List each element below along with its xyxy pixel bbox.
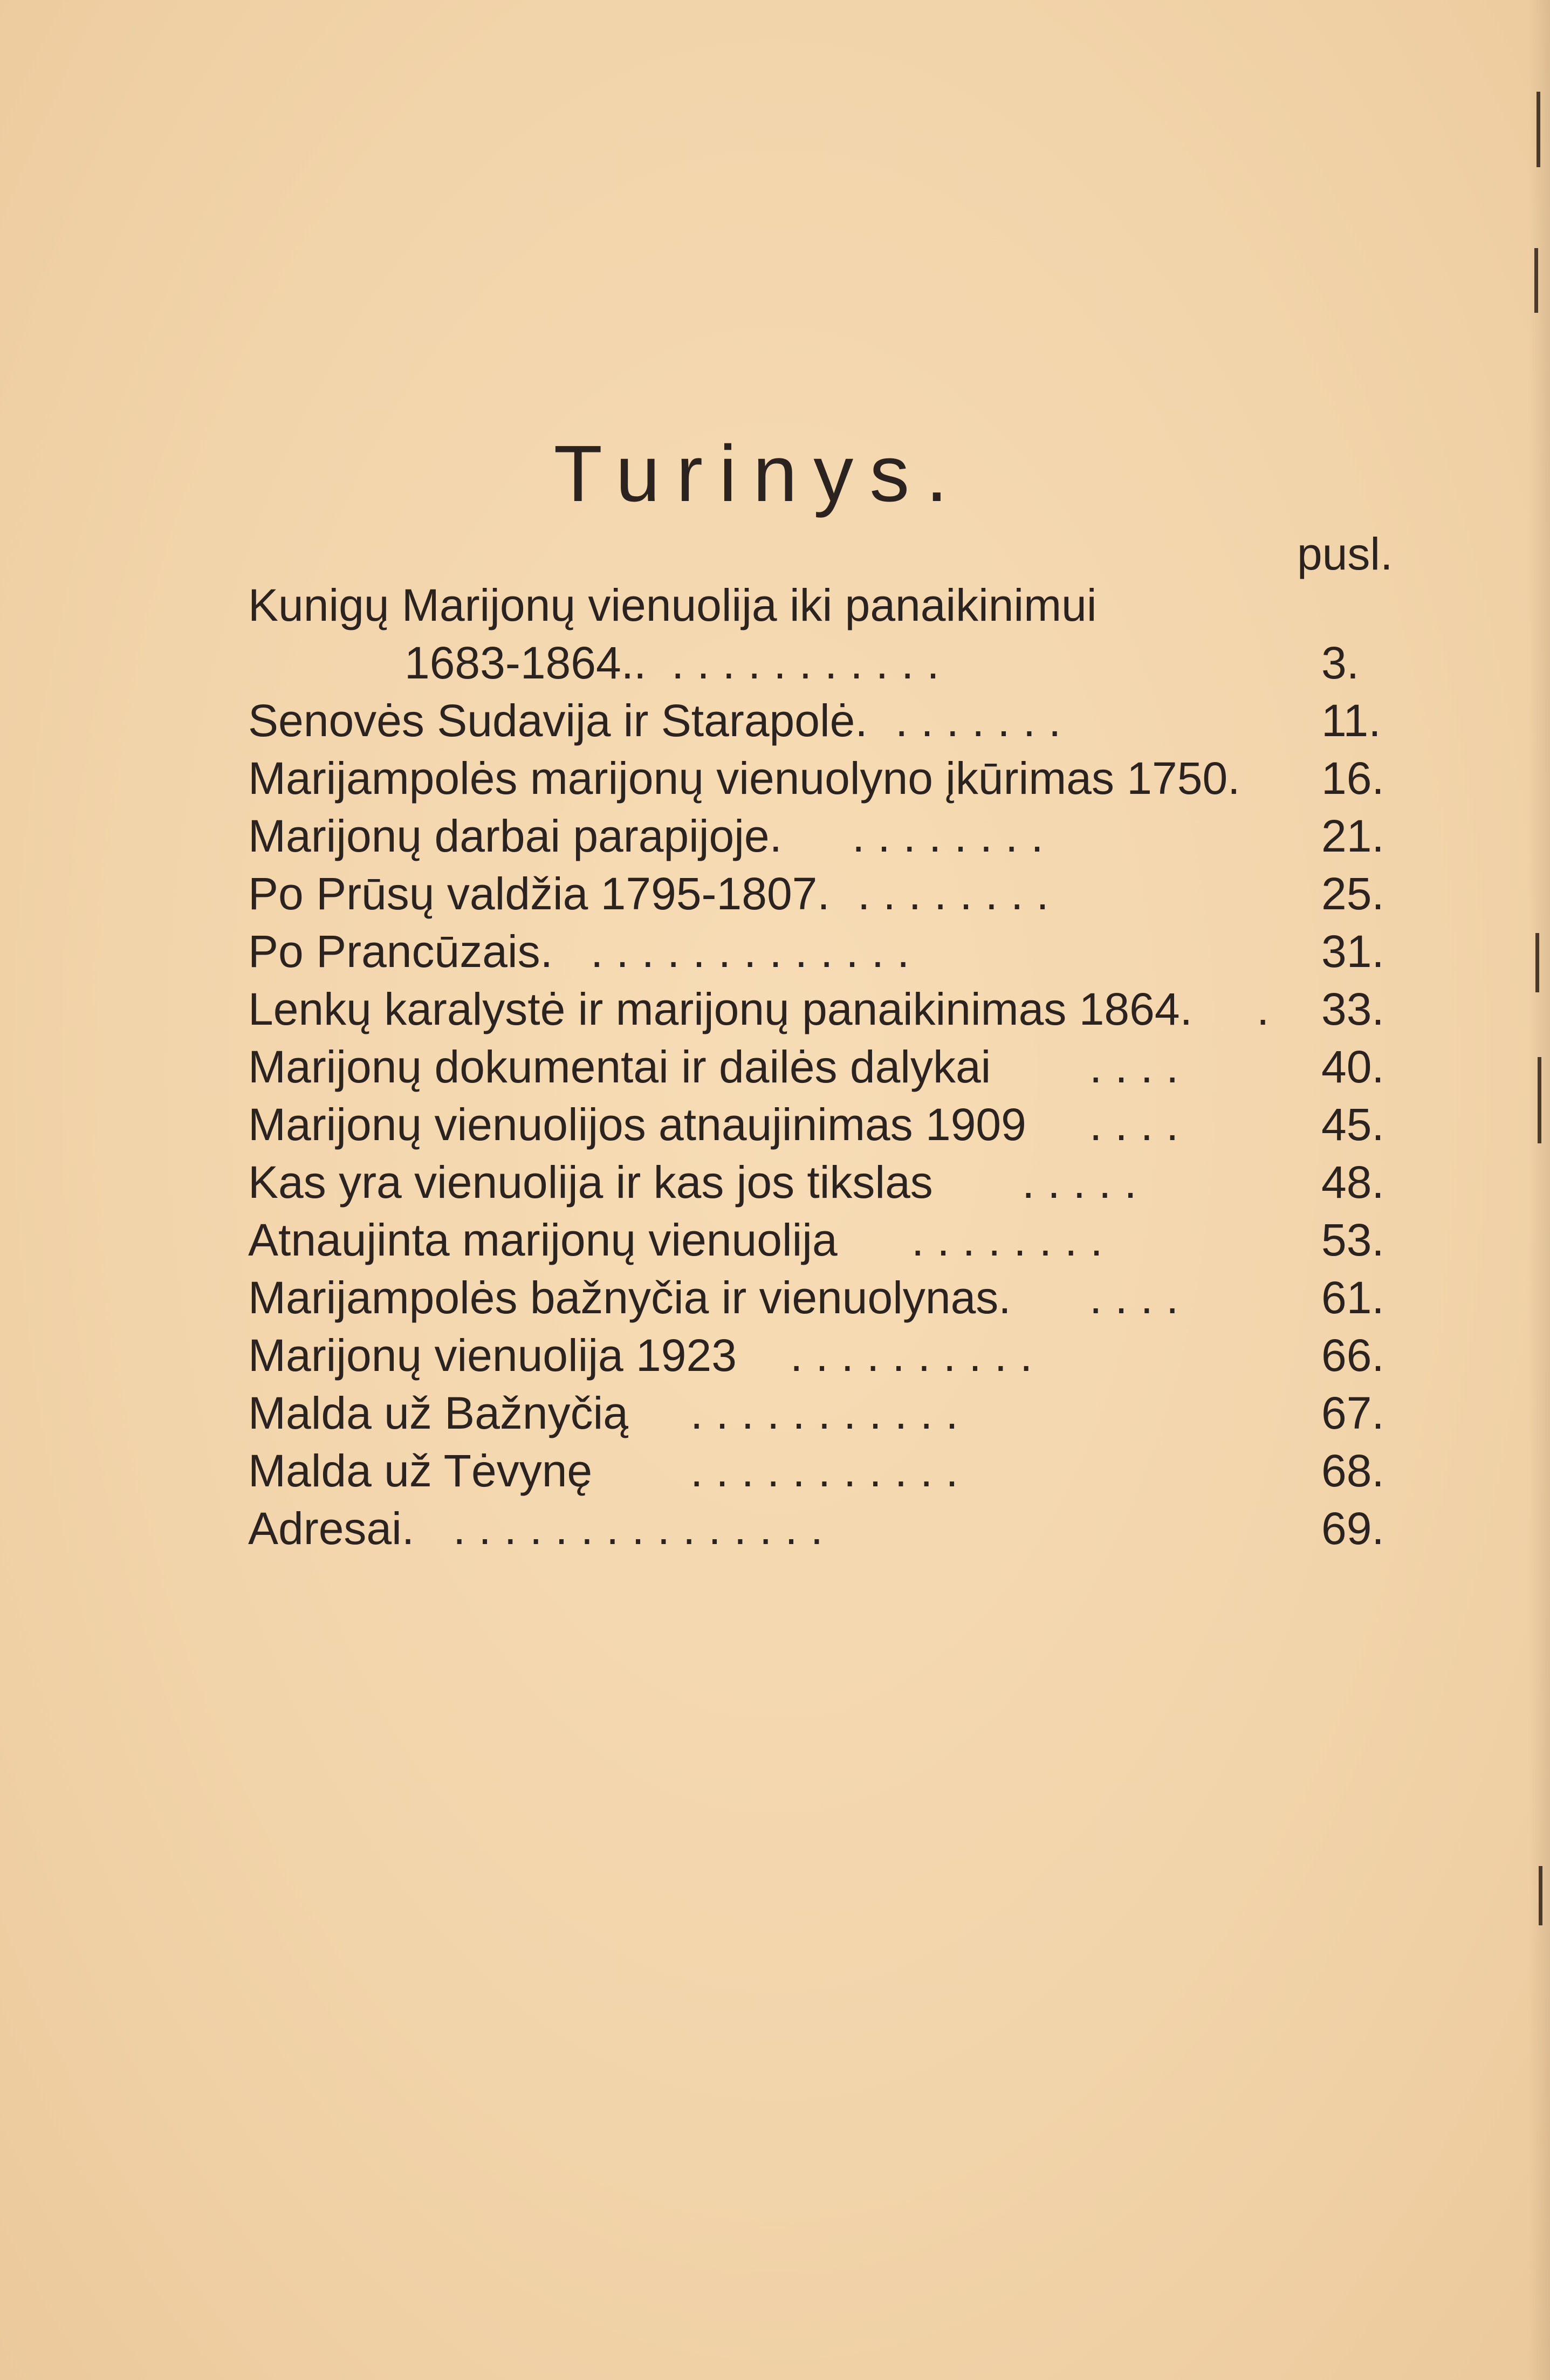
page-binding-edge: [1528, 0, 1550, 2380]
toc-row: [248, 1330, 1397, 1390]
page-column-header: pusl.: [1297, 529, 1393, 579]
toc-entry-title: 1683-1864..: [404, 637, 647, 688]
toc-entry-title: Atnaujinta marijonų vienuolija: [248, 1215, 838, 1265]
binding-mark: [1534, 248, 1538, 313]
toc-row: [248, 1157, 1397, 1217]
toc-dot-leader: .: [1257, 984, 1282, 1034]
toc-entry-title: Lenkų karalystė ir marijonų panaikinimas 1864.: [248, 984, 1192, 1034]
toc-page-number: 16.: [1321, 753, 1384, 804]
toc-page-number: 11.: [1321, 695, 1381, 746]
toc-entry-title: Marijonų vienuolijos atnaujinimas 1909: [248, 1099, 1026, 1150]
toc-row: [248, 753, 1397, 813]
toc-page-number: 48.: [1321, 1157, 1384, 1208]
toc-dot-leader: ...........: [671, 637, 952, 688]
toc-entry-title: Po Prancūzais.: [248, 926, 553, 977]
toc-row: [248, 868, 1397, 929]
toc-dot-leader: .....: [1022, 1157, 1150, 1208]
toc-entry-title: Po Prūsų valdžia 1795-1807.: [248, 868, 830, 919]
toc-row: [248, 986, 1397, 1044]
toc-page-number: 21.: [1321, 811, 1384, 861]
toc-entry-title: Malda už Tėvynę: [248, 1445, 593, 1496]
toc-row: [248, 637, 1397, 698]
toc-row: [248, 582, 1397, 640]
toc-entry-title: Marijampolės marijonų vienuolyno įkūrimas 1750.: [248, 753, 1240, 804]
toc-dot-leader: ...............: [453, 1503, 836, 1554]
toc-dot-leader: ........: [852, 811, 1057, 861]
toc-dot-leader: .......: [895, 695, 1074, 746]
toc-page-number: 25.: [1321, 868, 1384, 919]
toc-row: [248, 1272, 1397, 1333]
toc-page-number: 67.: [1321, 1388, 1384, 1438]
binding-mark: [1537, 92, 1540, 167]
toc-dot-leader: .............: [591, 926, 923, 977]
toc-page-number: 61.: [1321, 1272, 1384, 1323]
toc-dot-leader: ....: [1089, 1099, 1192, 1150]
page-title: Turinys.: [553, 429, 964, 518]
toc-row: [248, 1503, 1397, 1563]
toc-page-number: 45.: [1321, 1099, 1384, 1150]
toc-page-number: 69.: [1321, 1503, 1384, 1554]
binding-mark: [1539, 1866, 1542, 1925]
toc-dot-leader: ....: [1089, 1041, 1192, 1092]
toc-entry-title: Kunigų Marijonų vienuolija iki panaikinimui: [248, 580, 1097, 630]
toc-page-number: 31.: [1321, 926, 1384, 977]
toc-page-number: 3.: [1321, 637, 1360, 688]
toc-entry-title: Marijonų vienuolija 1923: [248, 1330, 737, 1381]
binding-mark: [1535, 933, 1539, 992]
toc-page-number: 40.: [1321, 1041, 1384, 1092]
binding-mark: [1538, 1057, 1541, 1143]
toc-row: [248, 1445, 1397, 1506]
toc-entry-title: Marijonų darbai parapijoje.: [248, 811, 782, 861]
toc-row: [248, 1390, 1397, 1448]
toc-dot-leader: ....: [1089, 1272, 1192, 1323]
toc-row: [248, 1217, 1397, 1275]
toc-entry-title: Kas yra vienuolija ir kas jos tikslas: [248, 1157, 933, 1208]
toc-entry-title: Marijampolės bažnyčia ir vienuolynas.: [248, 1272, 1011, 1323]
toc-row: [248, 813, 1397, 871]
toc-row: [248, 1099, 1397, 1160]
toc-page-number: 53.: [1321, 1215, 1384, 1265]
toc-entry-title: Adresai.: [248, 1503, 415, 1554]
toc-page-number: 66.: [1321, 1330, 1384, 1381]
toc-dot-leader: ........: [858, 868, 1062, 919]
toc-row: [248, 926, 1397, 986]
toc-dot-leader: ..........: [790, 1330, 1046, 1381]
toc-dot-leader: ...........: [690, 1445, 971, 1496]
toc-row: [248, 695, 1397, 756]
toc-entry-title: Senovės Sudavija ir Starapolė.: [248, 695, 868, 746]
toc-entry-title: Marijonų dokumentai ir dailės dalykai: [248, 1041, 991, 1092]
toc-dot-leader: ...........: [690, 1388, 971, 1438]
toc-page-number: 33.: [1321, 984, 1384, 1034]
toc-row: [248, 1041, 1397, 1102]
table-of-contents: [248, 582, 1397, 1563]
toc-dot-leader: ........: [911, 1215, 1116, 1265]
toc-entry-title: Malda už Bažnyčią: [248, 1388, 629, 1438]
toc-page-number: 68.: [1321, 1445, 1384, 1496]
